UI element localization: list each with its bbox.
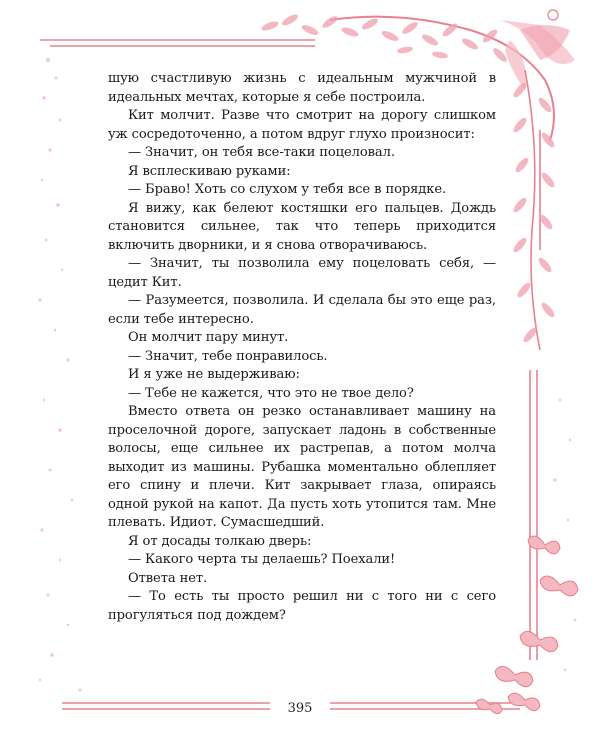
paragraph: — Какого черта ты делаешь? Поехали!	[128, 552, 396, 567]
paragraph: — Значит, тебе понравилось.	[128, 348, 328, 364]
leaf-vine-right	[512, 70, 557, 350]
paragraph: Кит молчит. Разве что смотрит на дорогу слишком уж сосредоточенно, а потом вдруг глухо произносит:	[108, 108, 496, 142]
leaf-garland-top	[260, 12, 508, 63]
paragraph: И я уже не выдерживаю:	[128, 367, 300, 382]
paragraph: Я всплескиваю руками:	[128, 163, 291, 179]
paragraph: Я от досады толкаю дверь:	[128, 533, 312, 549]
paragraph: шую счастливую жизнь с идеальным мужчиной в идеальных мечтах, которые я себе построила.	[108, 71, 496, 105]
page-body-text	[108, 70, 496, 625]
paragraph: — Тебе не кажется, что это не твое дело?	[128, 385, 414, 401]
page-number: 395	[287, 701, 313, 716]
paragraph: Ответа нет.	[128, 570, 208, 586]
paragraph: Он молчит пару минут.	[128, 330, 289, 345]
paragraph: Я вижу, как белеют костяшки его пальцев. Дождь становится сильнее, так что теперь приходится включить дворники, и я снова отворачиваюсь.	[108, 200, 496, 253]
paragraph: — Браво! Хоть со слухом у тебя все в порядке.	[128, 182, 447, 197]
paragraph: — Значит, он тебя все-таки поцеловал.	[128, 145, 395, 160]
paragraph: Вместо ответа он резко останавливает машину на проселочной дороге, запускает ладонь в собственные волосы, еще сильнее их растрепав, а потом молча выходит из машины. Рубашка моментально облепляет его спину и плечи. Кит закрывает глаза, опираясь одной рукой на капот. Да пусть хоть утопится там. Мне плевать. Идиот. Сумасшедший.	[108, 404, 496, 530]
paragraph: — То есть ты просто решил ни с того ни с сего прогуляться под дождем?	[108, 589, 496, 623]
paragraph: — Значит, ты позволила ему поцеловать себя, — цедит Кит.	[108, 256, 496, 290]
paragraph: — Разумеется, позволила. И сделала бы это еще раз, если тебе интересно.	[108, 293, 496, 327]
